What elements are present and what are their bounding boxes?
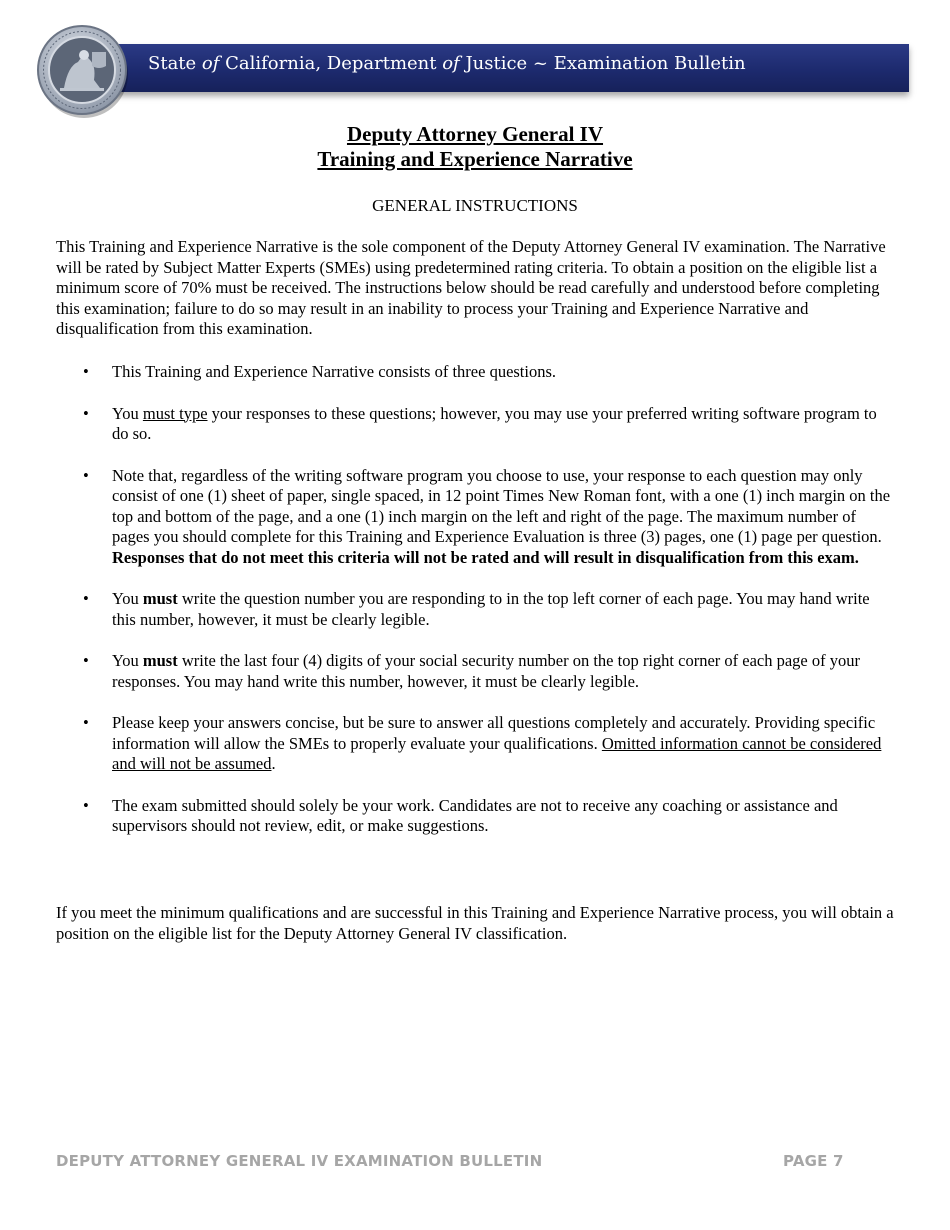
bullet-icon: • — [83, 713, 89, 732]
intro-paragraph: This Training and Experience Narrative is the sole component of the Deputy Attorney General IV examination. The Narrative will be rated by Subject Matter Experts (SMEs) using predetermined rating criteria. To obtain a position on the eligible list a minimum score of 70% must be received. The instructions below should be read carefully and understood before completing this examination; failure to do so may result in an inability to process your Training and Experience Narrative and disqualification from this examination. — [56, 237, 886, 338]
section-heading: GENERAL INSTRUCTIONS — [372, 196, 578, 215]
list-item: • This Training and Experience Narrative consists of three questions. — [83, 362, 557, 381]
document-title: Deputy Attorney General IV — [346, 122, 604, 146]
header-banner — [56, 44, 909, 92]
banner-title: State of California, Department of Justice ~ Examination Bulletin — [148, 53, 746, 74]
list-item: • You must write the last four (4) digits of your social security number on the top right corner of each page of your responses. You may hand write this number, however, it must be clearly legible. — [83, 651, 860, 691]
list-item: • The exam submitted should solely be your work. Candidates are not to receive any coaching or assistance and supervisors should not review, edit, or make suggestions. — [83, 795, 838, 835]
list-item: • Please keep your answers concise, but be sure to answer all questions completely and accurately. Providing specific information will allow the SMEs to properly evaluate your qualifications. Omitted information cannot be considered and will not be assumed. — [83, 713, 882, 773]
bullet-icon: • — [83, 589, 89, 608]
bullet-icon: • — [83, 795, 89, 815]
doj-seal-icon — [34, 22, 130, 118]
closing-paragraph: If you meet the minimum qualifications and are successful in this Training and Experience Narrative process, you will obtain a position on the eligible list for the Deputy Attorney General IV classification. — [56, 903, 894, 943]
instruction-list — [56, 362, 894, 858]
bullet-icon: • — [83, 403, 89, 423]
document-subtitle: Training and Experience Narrative — [317, 147, 633, 171]
bullet-icon: • — [83, 651, 89, 670]
bullet-icon: • — [83, 465, 89, 485]
bullet-icon: • — [83, 362, 89, 381]
list-item: • You must write the question number you are responding to in the top left corner of each page. You may hand write this number, however, it must be clearly legible. — [83, 589, 870, 629]
list-item: • You must type your responses to these questions; however, you may use your preferred writing software program to do so. — [83, 403, 877, 443]
footer-title: DEPUTY ATTORNEY GENERAL IV EXAMINATION BULLETIN — [56, 1152, 543, 1170]
page-number: PAGE 7 — [783, 1152, 844, 1170]
list-item: • Note that, regardless of the writing software program you choose to use, your response to each question may only consist of one (1) sheet of paper, single spaced, in 12 point Times New Roman font, with a one (1) inch margin on the top and bottom of the page, and a one (1) inch margin on the left and right of the page. The maximum number of pages you should complete for this Training and Experience Evaluation is three (3) pages, one (1) page per question. Responses that do not meet this criteria will not be rated and will result in disqualification from this exam. — [83, 465, 891, 567]
